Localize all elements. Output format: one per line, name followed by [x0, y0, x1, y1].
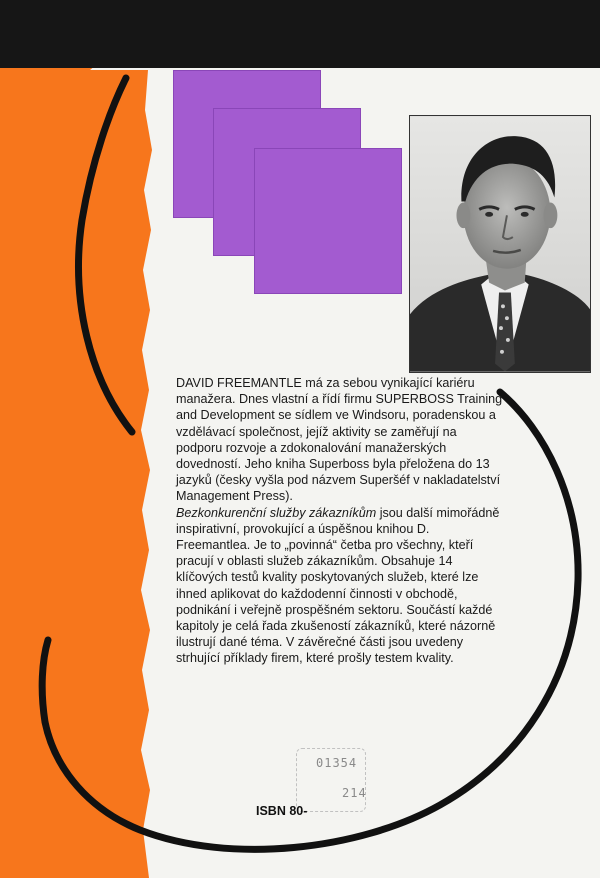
author-bio-text: má za sebou vynikající kariéru manažera. Dnes vlastní a řídí firmu SUPERBOSS Training and Development se sídlem ve Windsoru, poradenskou a vzdělávací společnost, jejíž aktivity se zaměřují na podporu rozvoje a zdokonalování manažerských dovedností. Jeho kniha Superboss byla přeložena do 13 jazyků (česky vyšla pod názvem Superšéf v nakladatelství Management Press).: [176, 376, 503, 504]
author-bio-paragraph: [176, 375, 506, 505]
stamp-number-line2: 214: [342, 786, 367, 800]
purple-square-3: [254, 148, 402, 294]
back-cover-blurb: [176, 375, 506, 667]
book-description-paragraph: [176, 505, 506, 667]
author-name: DAVID FREEMANTLE: [176, 376, 302, 390]
portrait-illustration: [410, 116, 590, 372]
author-portrait: [409, 115, 591, 373]
book-description-text: jsou další mimořádně inspirativní, provokující a úspěšnou knihou D. Freemantlea. Je to „povinná“ četba pro všechny, kteří pracují v oblasti služeb zákazníkům. Obsahuje 14 klíčových testů kvality poskytovaných služeb, které lze ihned aplikovat do každodenní činnosti v obchodě, podnikání i veřejně prospěšném sektoru. Součástí každé kapitoly je celá řada zkušeností zákazníků, které názorně ilustrují dané téma. V závěrečné části jsou uvedeny strhující příklady firem, které prošly testem kvality.: [176, 505, 500, 666]
isbn-label: ISBN 80-: [256, 804, 308, 818]
book-title: Bezkonkurenční služby zákazníkům: [176, 505, 377, 520]
stamp-number-line1: 01354: [316, 756, 358, 770]
